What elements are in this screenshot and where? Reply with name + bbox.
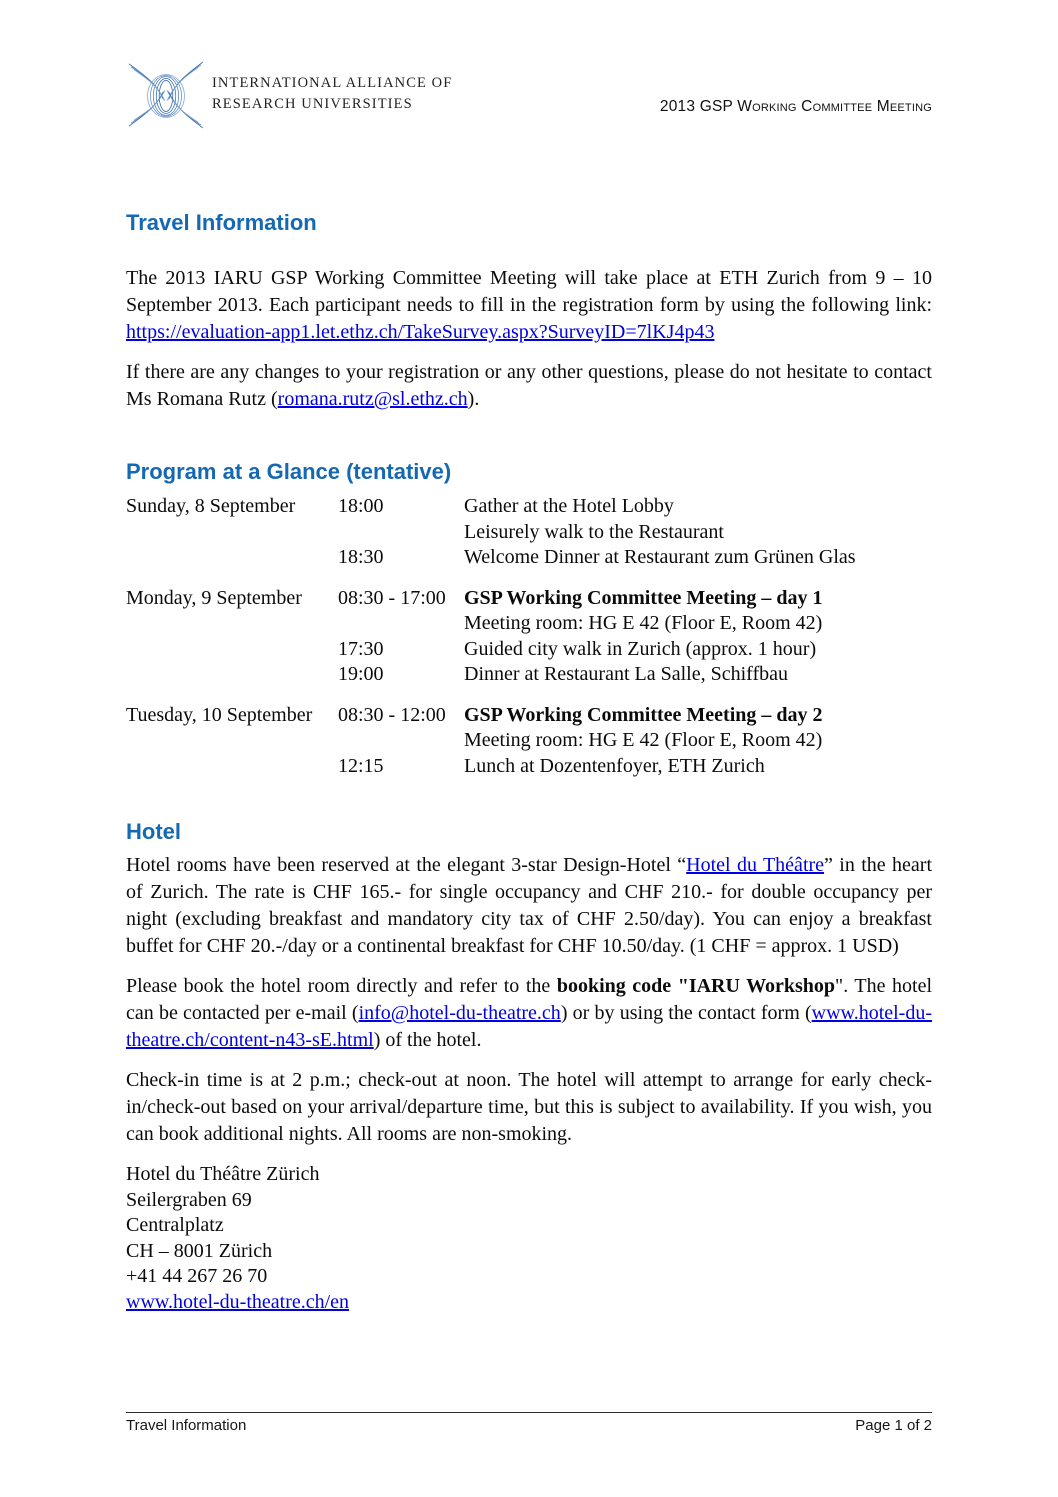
page-footer <box>126 1412 932 1434</box>
schedule-row <box>126 703 932 729</box>
address-line-phone: +41 44 267 26 70 <box>126 1265 268 1287</box>
schedule-row <box>126 662 932 688</box>
schedule-row <box>126 754 932 780</box>
booking-text-after: ) of the hotel. <box>373 1029 482 1051</box>
intro-paragraph <box>126 265 932 346</box>
hotel-text-after: ” in the heart of Zurich. The rate is CHF 165.- for single occupancy and CHF 210.- for double occupancy per night (excluding breakfast and mandatory city tax of CHF 2.50/day). You can enjoy a breakfast buffet for CHF 20.-/day or a continental breakfast for CHF 10.50/day. (1 CHF = approx. 1 USD) <box>126 854 932 957</box>
booking-text-mid2: ) or by using the contact form ( <box>560 1002 812 1024</box>
schedule-row <box>126 728 932 754</box>
schedule-time: 17:30 <box>338 637 384 660</box>
address-line-city: CH – 8001 Zürich <box>126 1239 273 1262</box>
schedule-activity: Gather at the Hotel Lobby <box>464 495 674 517</box>
schedule-row <box>126 637 932 663</box>
schedule-time: 08:30 - 12:00 <box>338 703 446 726</box>
schedule-activity: Dinner at Restaurant La Salle, Schiffbau <box>464 663 788 685</box>
schedule-activity: GSP Working Committee Meeting – day 2 <box>464 703 823 726</box>
iaru-brand <box>126 58 932 130</box>
schedule-activity: Guided city walk in Zurich (approx. 1 hour) <box>464 637 817 660</box>
logo-wordmark <box>212 73 452 115</box>
program-schedule <box>126 494 932 779</box>
booking-text-before: Please book the hotel room directly and refer to the <box>126 975 557 997</box>
address-line-area: Centralplatz <box>126 1214 224 1236</box>
program-day-sunday <box>126 494 932 571</box>
booking-paragraph <box>126 973 932 1054</box>
schedule-date: Monday, 9 September <box>126 586 302 609</box>
intro-text: The 2013 IARU GSP Working Committee Meeting will take place at ETH Zurich from 9 – 10 September 2013. Each participant needs to fill in the registration form by using the following link: <box>126 267 932 316</box>
schedule-time: 08:30 - 17:00 <box>338 586 446 609</box>
schedule-time: 19:00 <box>338 663 384 685</box>
travel-information-heading: Travel Information <box>126 210 317 235</box>
schedule-time <box>338 611 464 637</box>
address-line-street: Seilergraben 69 <box>126 1188 252 1211</box>
iaru-logo-icon <box>126 58 206 130</box>
schedule-row <box>126 520 932 546</box>
hotel-email-link[interactable]: info@hotel-du-theatre.ch <box>358 1002 561 1024</box>
hotel-address-block <box>126 1162 932 1315</box>
logo-wordmark-line2: RESEARCH UNIVERSITIES <box>212 96 413 112</box>
program-heading: Program at a Glance (tentative) <box>126 459 452 484</box>
contact-text-before: If there are any changes to your registration or any other questions, please do not hesitate to contact Ms Romana Rutz ( <box>126 361 932 410</box>
schedule-activity: GSP Working Committee Meeting – day 1 <box>464 586 823 609</box>
checkin-paragraph: Check-in time is at 2 p.m.; check-out at noon. The hotel will attempt to arrange for early check-in/check-out based on your arrival/departure time, but this is subject to availability. If you wish, you can book additional nights. All rooms are non-smoking. <box>126 1069 932 1145</box>
hotel-contact-form-link[interactable]: www.hotel-du-theatre.ch/content-n43-sE.html <box>126 1002 932 1051</box>
schedule-time <box>338 520 464 546</box>
schedule-date: Sunday, 8 September <box>126 495 296 517</box>
contact-text-after: ). <box>467 388 480 410</box>
hotel-text-before: Hotel rooms have been reserved at the elegant 3-star Design-Hotel “ <box>126 854 687 876</box>
hotel-heading: Hotel <box>126 819 181 844</box>
schedule-time: 12:15 <box>338 754 384 777</box>
address-line-hotel-name: Hotel du Théâtre Zürich <box>126 1163 320 1185</box>
schedule-time: 18:30 <box>338 546 384 568</box>
schedule-activity: Leisurely walk to the Restaurant <box>464 520 724 543</box>
schedule-row <box>126 611 932 637</box>
schedule-row <box>126 545 932 571</box>
logo-wordmark-line1: INTERNATIONAL ALLIANCE OF <box>212 74 453 91</box>
schedule-activity: Meeting room: HG E 42 (Floor E, Room 42) <box>464 612 823 634</box>
schedule-activity: Welcome Dinner at Restaurant zum Grünen Glas <box>464 546 856 568</box>
schedule-activity: Meeting room: HG E 42 (Floor E, Room 42) <box>464 729 823 751</box>
hotel-du-theatre-link[interactable]: Hotel du Théâtre <box>686 854 825 876</box>
hotel-rooms-paragraph <box>126 852 932 960</box>
program-day-tuesday <box>126 703 932 780</box>
romana-rutz-email-link[interactable]: romana.rutz@sl.ethz.ch <box>277 388 468 410</box>
registration-survey-link[interactable]: https://evaluation-app1.let.ethz.ch/TakeSurvey.aspx?SurveyID=7lKJ4p43 <box>126 321 715 343</box>
footer-page-number: Page 1 of 2 <box>855 1417 932 1434</box>
meeting-title: 2013 GSP Working Committee Meeting <box>659 98 932 115</box>
booking-text-mid1: ". The hotel can be contacted per e-mail ( <box>126 975 932 1024</box>
program-day-monday <box>126 586 932 688</box>
booking-code: booking code "IARU Workshop <box>556 975 836 997</box>
schedule-row <box>126 586 932 612</box>
schedule-date: Tuesday, 10 September <box>126 703 313 726</box>
schedule-row <box>126 494 932 520</box>
contact-paragraph <box>126 359 932 413</box>
schedule-activity: Lunch at Dozentenfoyer, ETH Zurich <box>464 754 765 777</box>
hotel-website-link[interactable]: www.hotel-du-theatre.ch/en <box>126 1290 350 1313</box>
schedule-time <box>338 728 464 754</box>
schedule-time: 18:00 <box>338 495 384 517</box>
document-header <box>126 58 932 130</box>
footer-document-title: Travel Information <box>126 1417 247 1434</box>
